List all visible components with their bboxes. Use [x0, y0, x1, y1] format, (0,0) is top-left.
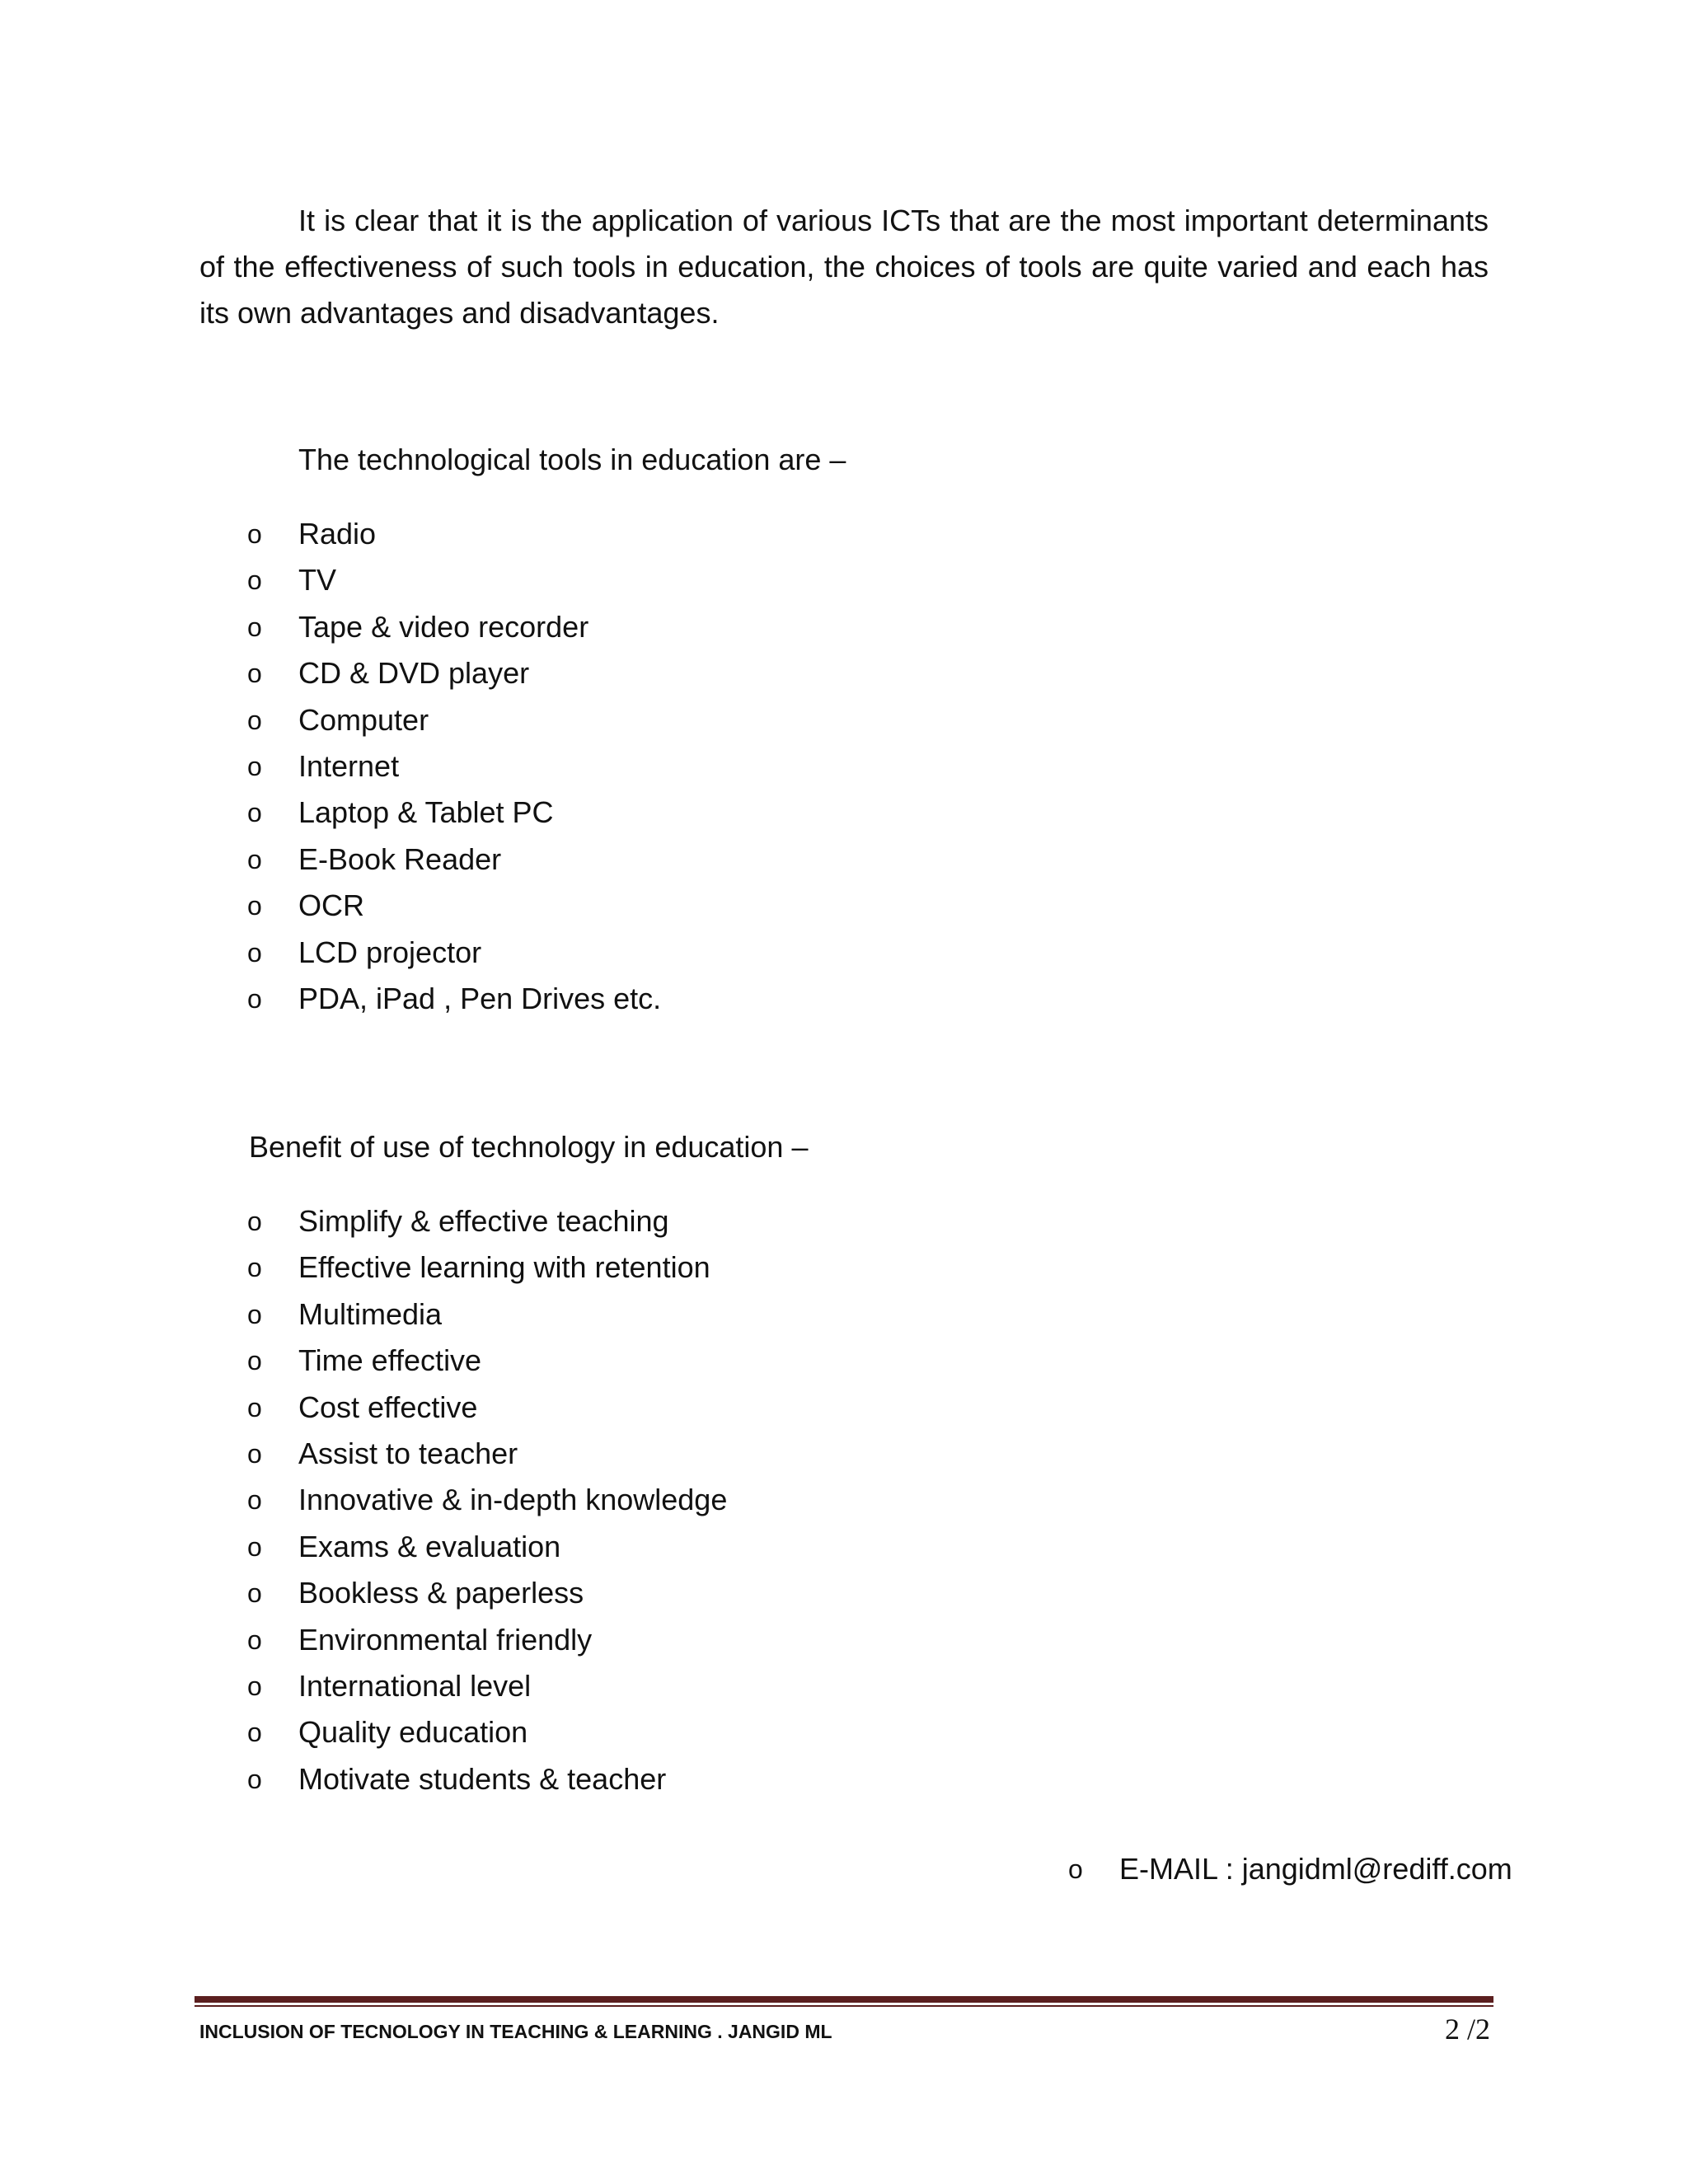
page-number: 2 /2: [1444, 2013, 1490, 2046]
bullet-icon: o: [247, 891, 262, 921]
list-item-text: Cost effective: [298, 1390, 478, 1424]
list-item-text: TV: [298, 563, 337, 598]
bullet-icon: o: [247, 1718, 262, 1748]
bullet-icon: o: [247, 1764, 262, 1794]
list-item-text: LCD projector: [298, 935, 482, 969]
bullet-icon: o: [247, 983, 262, 1014]
bullet-icon: o: [247, 1207, 262, 1236]
intro-paragraph: It is clear that it is the application of various ICTs that are the most important determinants of the effectiveness of such tools in education, the choices of tools are quite varied and each has its own advantages and disadvantages.: [199, 204, 1489, 330]
bullet-icon: o: [247, 1253, 262, 1283]
list-item-text: Laptop & Tablet PC: [298, 795, 554, 830]
email-text: E-MAIL : jangidml@rediff.com: [1119, 1852, 1512, 1886]
bullet-icon: o: [247, 612, 262, 642]
bullet-icon: o: [247, 658, 262, 689]
list-item-text: Multimedia: [298, 1296, 443, 1331]
list-item-text: Motivate students & teacher: [298, 1761, 667, 1796]
list-item-text: Bookless & paperless: [298, 1576, 584, 1610]
footer-divider: [195, 1996, 1493, 2003]
list-item-text: Quality education: [298, 1715, 528, 1750]
benefits-heading: Benefit of use of technology in education –: [249, 1130, 809, 1164]
bullet-icon: o: [247, 1299, 262, 1329]
footer-divider-thin: [195, 2005, 1493, 2007]
list-item-text: OCR: [298, 888, 364, 923]
list-item-text: Time effective: [298, 1343, 482, 1378]
bullet-icon: o: [247, 1624, 262, 1655]
list-item-text: Internet: [298, 748, 400, 783]
list-item-text: Tape & video recorder: [298, 609, 589, 644]
bullet-icon: o: [247, 705, 262, 735]
bullet-icon: o: [247, 1578, 262, 1609]
bullet-icon: o: [247, 565, 262, 596]
bullet-icon: o: [247, 751, 262, 781]
bullet-icon: o: [247, 1392, 262, 1422]
bullet-icon: o: [247, 1346, 262, 1376]
list-item-text: International level: [298, 1668, 532, 1703]
bullet-icon: o: [247, 1438, 262, 1469]
list-item-text: Environmental friendly: [298, 1622, 593, 1657]
bullet-icon: o: [247, 519, 262, 549]
list-item-text: E-Book Reader: [298, 841, 502, 876]
list-item-text: Computer: [298, 702, 429, 737]
list-item-text: PDA, iPad , Pen Drives etc.: [298, 981, 662, 1015]
list-item-text: Effective learning with retention: [298, 1250, 710, 1285]
bullet-icon: o: [247, 1671, 262, 1701]
bullet-icon: o: [247, 844, 262, 874]
list-item-text: Radio: [298, 517, 377, 551]
bullet-icon: o: [247, 1531, 262, 1562]
bullet-icon: o: [247, 798, 262, 828]
bullet-icon: o: [247, 937, 262, 968]
list-item-text: Assist to teacher: [298, 1436, 518, 1470]
tools-heading: The technological tools in education are –: [298, 443, 846, 476]
list-item-text: CD & DVD player: [298, 656, 530, 691]
list-item-text: Exams & evaluation: [298, 1529, 561, 1563]
bullet-icon: o: [247, 1485, 262, 1516]
bullet-icon: o: [1068, 1854, 1083, 1884]
list-item-text: Simplify & effective teaching: [298, 1204, 669, 1238]
footer-title: INCLUSION OF TECNOLOGY IN TEACHING & LEARNING . JANGID ML: [199, 2021, 832, 2042]
list-item-text: Innovative & in-depth knowledge: [298, 1483, 728, 1517]
